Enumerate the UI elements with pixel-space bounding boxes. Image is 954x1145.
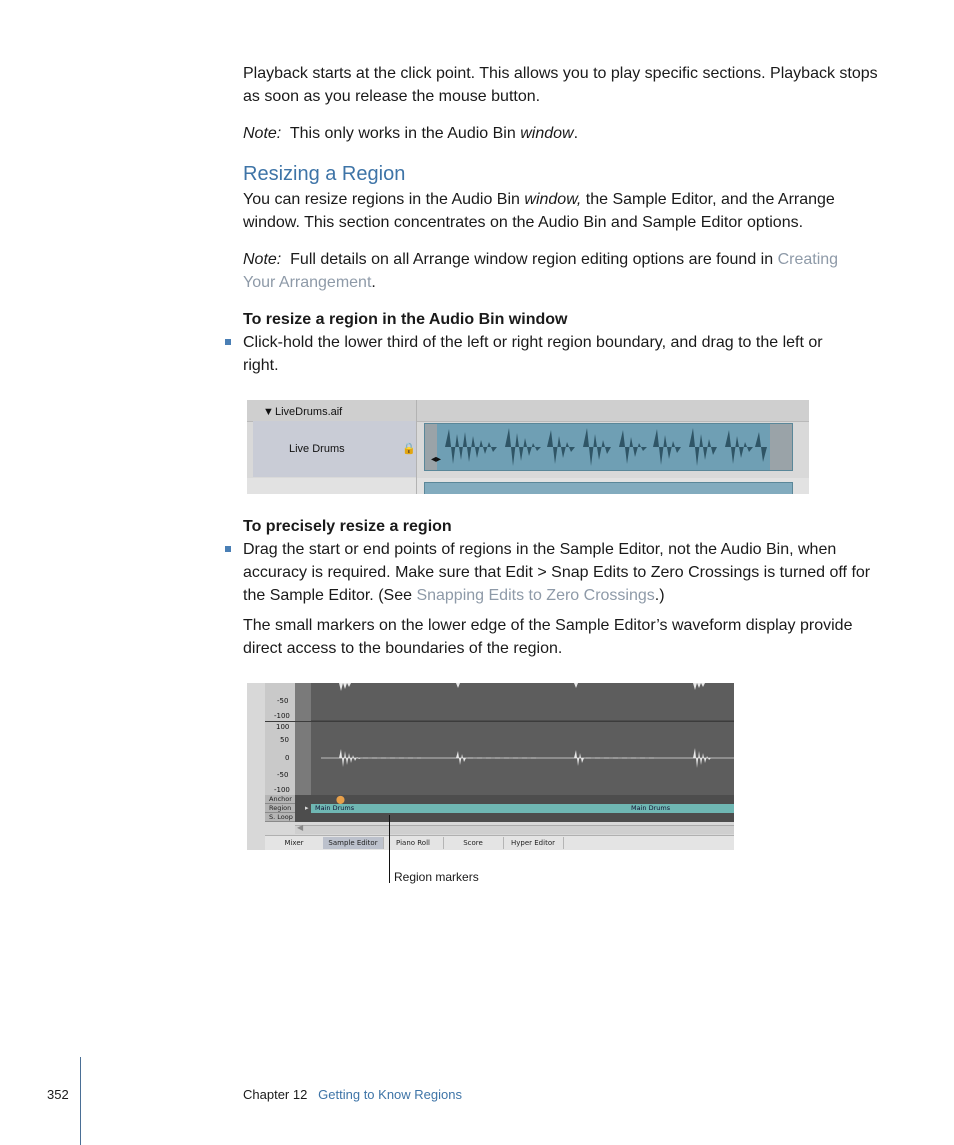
region-name-right: Main Drums (631, 804, 671, 812)
ruler-label: 0 (285, 754, 290, 762)
footer-rule (80, 1057, 81, 1145)
bullet-icon (225, 546, 231, 552)
text-line: as soon as you release the mouse button. (243, 88, 541, 105)
footer-chapter (243, 1087, 462, 1102)
callout-line (389, 815, 390, 883)
task-heading-precise: To precisely resize a region (243, 518, 452, 535)
text-line: window. This section concentrates on the Audio Bin and Sample Editor options. (243, 214, 804, 231)
note-audio-bin (243, 122, 578, 145)
disclosure-triangle-icon: ▼ (263, 406, 274, 418)
note-text: This only works in the Audio Bin (289, 125, 516, 142)
section-heading: Resizing a Region (243, 163, 406, 185)
text-line (243, 188, 835, 211)
ruler-label: -100 (274, 712, 290, 720)
row-label-anchor: Anchor (265, 795, 295, 804)
tab-hyper-editor[interactable]: Hyper Editor (503, 837, 564, 849)
lock-icon: 🔒 (402, 443, 416, 455)
task-heading-audio-bin: To resize a region in the Audio Bin window (243, 311, 568, 328)
anchor-row (295, 795, 734, 804)
audio-bin-screenshot (247, 400, 809, 494)
tab-score[interactable]: Score (443, 837, 504, 849)
tab-mixer[interactable]: Mixer (265, 837, 324, 849)
column-divider (416, 400, 417, 494)
note-emphasis: window (520, 125, 574, 142)
text-line: The small markers on the lower edge of the Sample Editor’s waveform display provide (243, 617, 853, 634)
ruler-label: -50 (277, 697, 289, 705)
callout-label: Region markers (394, 870, 479, 884)
text-line (243, 248, 838, 271)
text-line: direct access to the boundaries of the region. (243, 640, 563, 657)
region-name-left: Main Drums (315, 804, 355, 812)
page-number: 352 (47, 1087, 69, 1102)
text-line: Playback starts at the click point. This allows you to play specific sections. Playback stops (243, 65, 878, 82)
paragraph-playback (243, 62, 878, 108)
file-label: LiveDrums.aif (275, 406, 343, 418)
note-end: . (573, 125, 579, 142)
text-span: .) (654, 587, 665, 604)
note-label: Note: (243, 125, 282, 142)
chapter-title-link[interactable]: Getting to Know Regions (318, 1087, 462, 1102)
bullet-icon (225, 339, 231, 345)
note-text: Full details on all Arrange window region editing options are found in (290, 251, 774, 268)
text-line: Drag the start or end points of regions in the Sample Editor, not the Audio Bin, when (243, 541, 837, 558)
waveform (311, 683, 734, 795)
horizontal-scrollbar[interactable] (295, 825, 734, 834)
text-line (243, 271, 838, 294)
ruler-label: -50 (277, 771, 289, 779)
region-bar[interactable] (311, 804, 734, 813)
text-line: accuracy is required. Make sure that Edit > Snap Edits to Zero Crossings is turned off for (243, 564, 871, 581)
text-span: You can resize regions in the Audio Bin (243, 191, 520, 208)
link-creating-arrangement-part1[interactable]: Creating (777, 251, 839, 268)
anchor-marker-icon[interactable]: ⬤ (336, 795, 345, 804)
note-label: Note: (243, 251, 282, 268)
waveform (425, 424, 792, 470)
audio-region[interactable] (424, 423, 793, 471)
ruler-strip (295, 683, 311, 795)
track-label: Live Drums (289, 443, 345, 455)
ruler-label: -100 (274, 786, 290, 794)
text-span: the Sample Editor, and the Arrange (585, 191, 835, 208)
text-line: Click-hold the lower third of the left or right region boundary, and drag to the left or (243, 334, 823, 351)
s-loop-row (295, 813, 734, 822)
ruler-label: 50 (280, 736, 289, 744)
ruler-label: 100 (276, 723, 290, 731)
link-snapping-edits[interactable]: Snapping Edits to Zero Crossings (416, 587, 655, 604)
paragraph-markers (243, 614, 852, 660)
link-creating-arrangement-part2[interactable]: Your Arrangement (243, 274, 372, 291)
tab-piano-roll[interactable]: Piano Roll (383, 837, 444, 849)
sample-editor-screenshot (247, 683, 734, 850)
waveform-display (311, 683, 734, 795)
note-arrange (243, 248, 838, 294)
paragraph-resize-intro (243, 188, 835, 234)
row-label-region: Region (265, 804, 295, 813)
text-line: right. (243, 357, 279, 374)
channel-divider (265, 721, 734, 722)
task-step-audio-bin (243, 331, 823, 377)
chapter-number: Chapter 12 (243, 1087, 308, 1102)
tab-sample-editor[interactable]: Sample Editor (323, 837, 384, 849)
audio-region-below (424, 482, 793, 494)
text-emphasis: window, (524, 191, 582, 208)
text-span: the Sample Editor. (See (243, 587, 412, 604)
note-end: . (371, 274, 376, 291)
task-step-precise (243, 538, 870, 607)
text-line (243, 584, 870, 607)
scroll-left-icon[interactable]: ◀ (297, 823, 304, 832)
region-start-marker-icon[interactable]: ▸ (305, 805, 309, 812)
resize-cursor-icon: ◂▸ (431, 454, 442, 465)
row-label-s-loop: S. Loop (265, 813, 295, 822)
